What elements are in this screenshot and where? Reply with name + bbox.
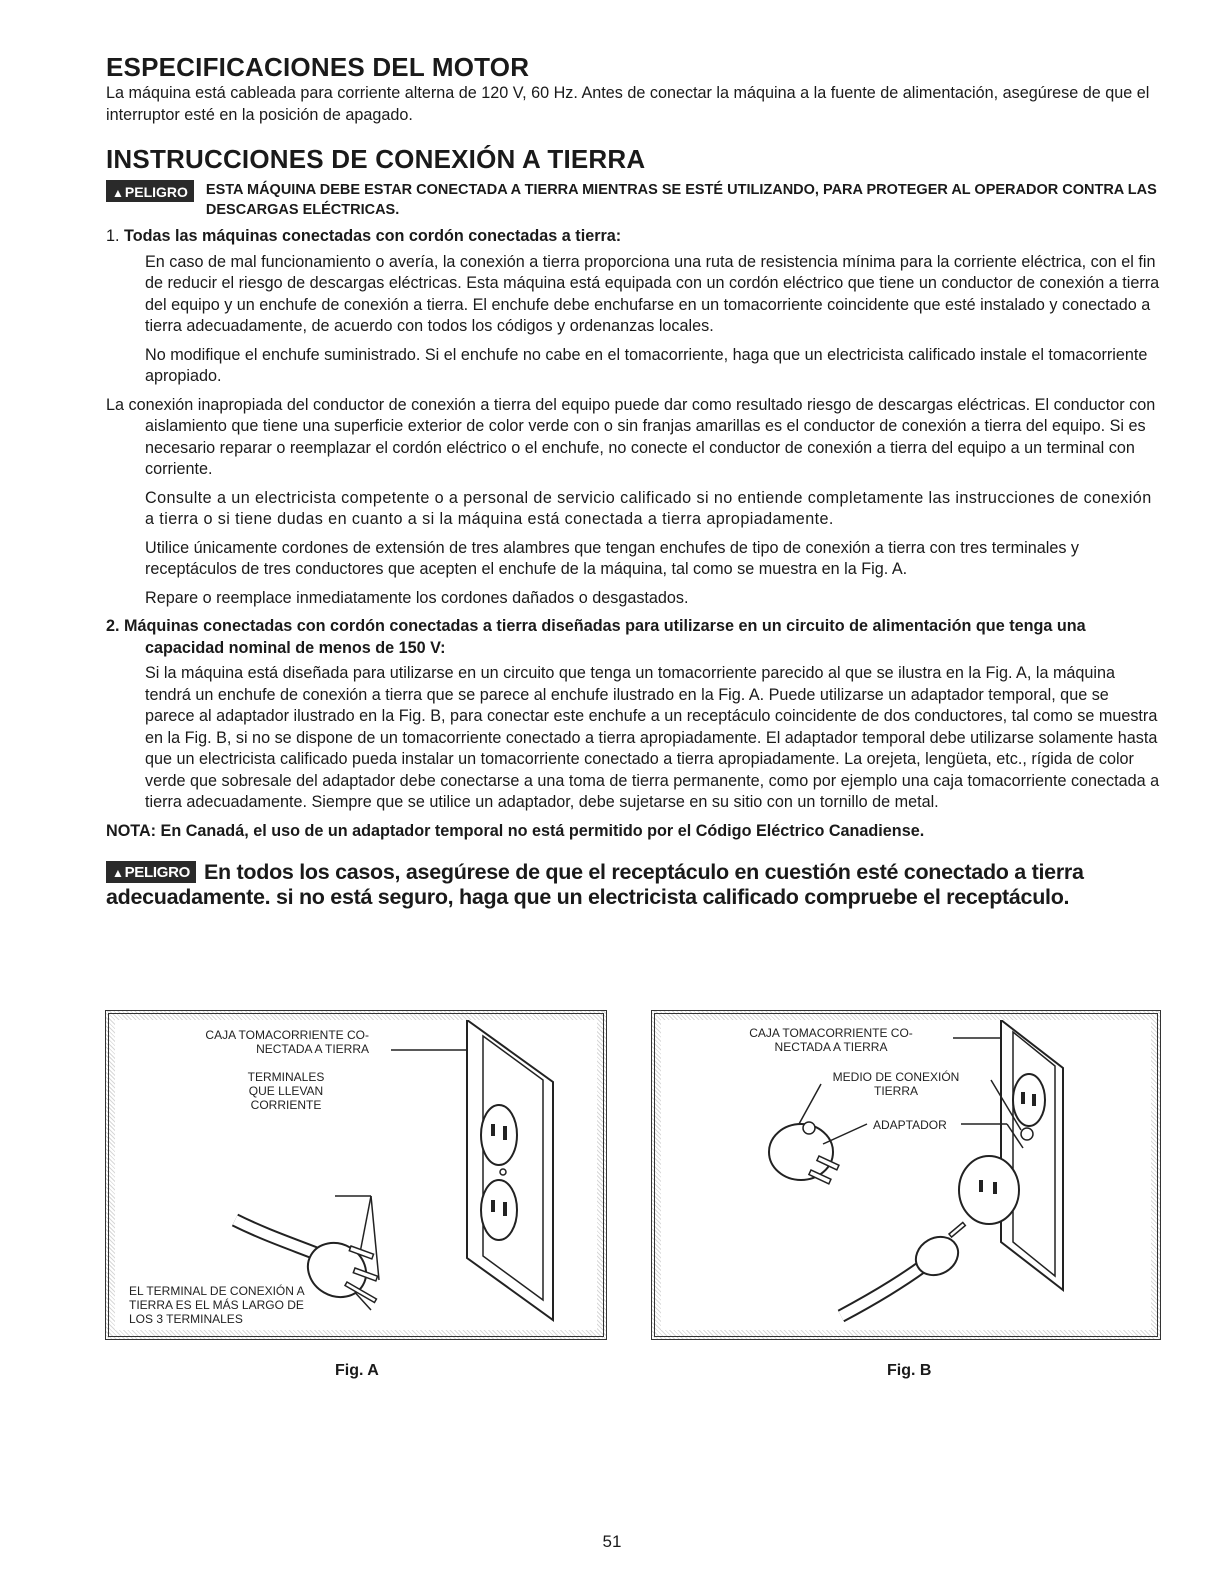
item1-paragraph-1: En caso de mal funcionamiento o avería, la conexión a tierra proporciona una ruta de resistencia mínima para la corriente eléctrica, con el fin de reducir el riesgo de descargas eléctricas. Esta máquina está equipada con un cordón eléctrico que tiene un conductor de conexión a tierra del equipo y un enchufe de conexión a tierra. El enchufe debe enchufarse en un tomacorriente coincidente que esté instalado y conectado a tierra adecuadamente, de acuerdo con todos los códigos y ordenanzas locales. <box>145 252 1160 335</box>
grounding-title: INSTRUCCIONES DE CONEXIÓN A TIERRA <box>106 144 646 174</box>
figb-label-adapter: ADAPTADOR <box>873 1118 947 1132</box>
item1-paragraph-5: Utilice únicamente cordones de extensión de tres alambres que tengan enchufes de tipo de conexión a tierra con tres terminales y receptáculos de tres conductores que acepten el enchufe de la máquina, tal como se muestra en la Fig. A. <box>145 538 1080 578</box>
danger-badge <box>106 180 194 202</box>
item1-heading <box>106 226 1160 248</box>
figb-label-outlet-box: CAJA TOMACORRIENTE CO- NECTADA A TIERRA <box>749 1026 913 1054</box>
figures <box>105 1010 1161 1390</box>
warning-triangle-icon: ▲ <box>112 866 124 880</box>
nota: NOTA: En Canadá, el uso de un adaptador temporal no está permitido por el Código Eléctrico Canadiense. <box>106 821 925 840</box>
big-danger-badge-label: PELIGRO <box>124 864 190 881</box>
item2-paragraph-1: Si la máquina está diseñada para utilizarse en un circuito que tenga un tomacorriente parecido al que se ilustra en la Fig. A, la máquina tendrá un enchufe de conexión a tierra que se parece al enchufe ilustrado en la Fig. A. Puede utilizarse un adaptador temporal, que se parece al adaptador ilustrado en la Fig. B, para conectar este enchufe a un receptáculo coincidente de dos conductores, tal como se muestra en la Fig. B, si no se dispone de un tomacorriente conectado a tierra apropiadamente. El adaptador temporal debe utilizarse solamente hasta que un electricista calificado pueda instalar un tomacorriente conectado a tierra apropiadamente. La orejeta, lengüeta, etc., rígida de color verde que sobresale del adaptador debe conectarse a una toma de tierra permanente, como por ejemplo una caja tomacorriente conectada a tierra adecuadamente. Siempre que se utilice un adaptador, debe sujetarse en su sitio con un tornillo de metal. <box>145 664 1160 811</box>
item1-paragraph-6: Repare o reemplace inmediatamente los cordones dañados o desgastados. <box>145 588 689 607</box>
figa-label-outlet-box: CAJA TOMACORRIENTE CO- NECTADA A TIERRA <box>205 1028 369 1056</box>
item1-number: 1. <box>106 227 120 245</box>
figa-label-ground-terminal: EL TERMINAL DE CONEXIÓN A TIERRA ES EL MÁS LARGO DE LOS 3 TERMINALES <box>129 1284 305 1326</box>
motor-title: ESPECIFICACIONES DEL MOTOR <box>106 52 530 82</box>
page-content <box>106 52 1160 910</box>
warning-triangle-icon: ▲ <box>112 186 124 200</box>
item1-paragraph-3: La conexión inapropiada del conductor de conexión a tierra del equipo puede dar como resultado riesgo de descargas eléctricas. El conductor con aislamiento que tiene una superficie exterior de color verde con o sin franjas amarillas es el conductor de conexión a tierra del equipo. Si es necesario reparar o reemplazar el cordón eléctrico o el enchufe, no conecte el conductor de conexión a tierra del equipo a un terminal con corriente. <box>106 395 1156 478</box>
motor-text: La máquina está cableada para corriente alterna de 120 V, 60 Hz. Antes de conectar la máquina a la fuente de alimentación, asegúrese de que el interruptor esté en la posición de apagado. <box>106 84 1150 124</box>
item2-heading <box>106 616 1160 659</box>
adapter-outlet-illustration <box>661 1020 1159 1338</box>
danger-badge-label: PELIGRO <box>124 184 188 200</box>
figb-label-ground-means: MEDIO DE CONEXIÓN TIERRA <box>832 1070 960 1098</box>
item1-paragraph-4: Consulte a un electricista competente o a personal de servicio calificado si no entiende completamente las instrucciones de conexión a tierra o si tiene dudas en cuanto a si la máquina está conectada a tierra apropiadamente. <box>145 488 1152 528</box>
danger-warning <box>106 180 1160 220</box>
item2-number: 2. <box>106 617 120 635</box>
figure-a-caption: Fig. A <box>335 1362 379 1379</box>
big-danger-text: En todos los casos, asegúrese de que el receptáculo en cuestión esté conectado a tierra adecuadamente. si no está seguro, haga que un electricista calificado compruebe el receptáculo. <box>106 860 1084 909</box>
page-number: 51 <box>602 1532 622 1551</box>
item2-heading-text: Máquinas conectadas con cordón conectadas a tierra diseñadas para utilizarse en un circuito de alimentación que tenga una capacidad nominal de menos de 150 V: <box>124 617 1086 657</box>
big-danger-badge <box>106 861 196 883</box>
figure-a <box>105 1010 607 1340</box>
big-danger-warning <box>106 860 1160 910</box>
item1-heading-text: Todas las máquinas conectadas con cordón conectadas a tierra: <box>124 227 622 245</box>
figure-b <box>651 1010 1161 1340</box>
danger-text: ESTA MÁQUINA DEBE ESTAR CONECTADA A TIERRA MIENTRAS SE ESTÉ UTILIZANDO, PARA PROTEGER AL OPERADOR CONTRA LAS DESCARGAS ELÉCTRICAS. <box>205 182 1157 218</box>
item1-paragraph-2: No modifique el enchufe suministrado. Si el enchufe no cabe en el tomacorriente, haga que un electricista calificado instale el tomacorriente apropiado. <box>145 345 1148 385</box>
figure-b-caption: Fig. B <box>887 1362 932 1379</box>
figa-label-terminals: TERMINALES QUE LLEVAN CORRIENTE <box>247 1070 325 1112</box>
